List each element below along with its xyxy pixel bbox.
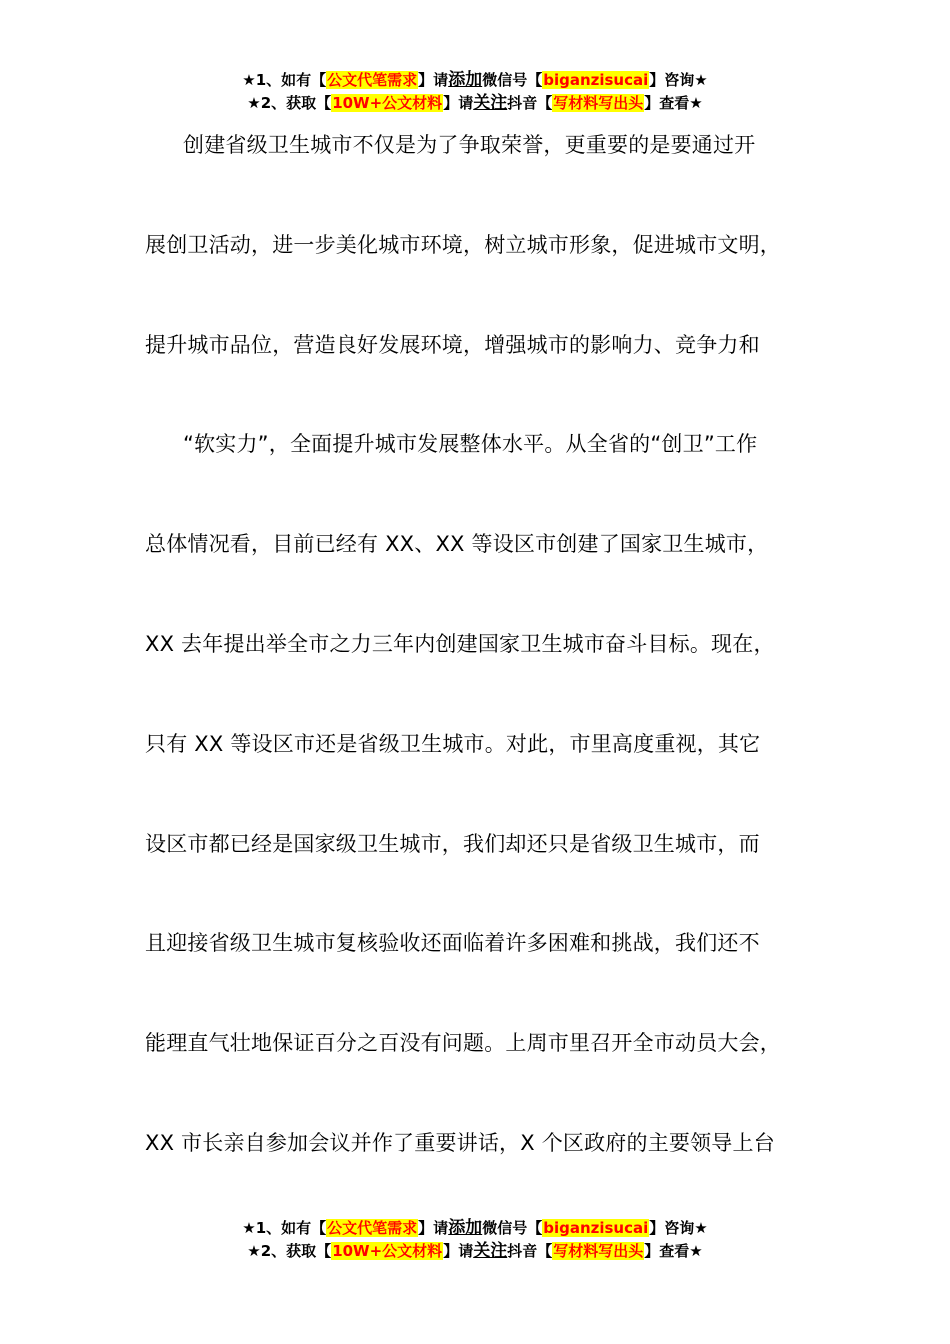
underlined-text: 添加	[448, 70, 483, 90]
footer-banner	[0, 1217, 950, 1263]
underlined-text: 关注	[473, 1241, 508, 1261]
banner-text: 】查看★	[644, 94, 703, 112]
highlight-materials: 10W+公文材料	[332, 94, 443, 112]
banner-text: ★2、获取【	[247, 94, 332, 112]
banner-text: 】请	[443, 1242, 474, 1260]
body-line: 创建省级卫生城市不仅是为了争取荣誉，更重要的是要通过开	[183, 133, 756, 157]
underlined-text: 添加	[448, 1218, 483, 1238]
banner-text: ★2、获取【	[247, 1242, 332, 1260]
body-line: 只有 XX 等设区市还是省级卫生城市。对此，市里高度重视，其它	[145, 731, 761, 756]
underlined-text: 关注	[473, 93, 508, 113]
banner-text: ★1、如有【	[242, 1219, 327, 1237]
highlight-douyin-account: 写材料写出头	[553, 94, 644, 112]
banner-text: 】咨询★	[649, 1219, 708, 1237]
highlight-materials: 10W+公文材料	[332, 1242, 443, 1260]
body-line: “软实力”，全面提升城市发展整体水平。从全省的“创卫”工作	[183, 432, 758, 457]
body-line: 展创卫活动，进一步美化城市环境，树立城市形象，促进城市文明，	[145, 232, 781, 257]
body-line: 提升城市品位，营造良好发展环境，增强城市的影响力、竞争力和	[145, 332, 760, 357]
body-line: 能理直气壮地保证百分之百没有问题。上周市里召开全市动员大会，	[145, 1031, 781, 1056]
banner-text: 】请	[418, 71, 449, 89]
body-line: 总体情况看，目前已经有 XX、XX 等设区市创建了国家卫生城市，	[145, 532, 769, 557]
body-line: XX 市长亲自参加会议并作了重要讲话，X 个区政府的主要领导上台	[145, 1130, 775, 1155]
highlight-wechat-id: biganzisucai	[543, 1219, 649, 1237]
document-body	[145, 126, 825, 1224]
banner-text: 微信号【	[482, 1219, 543, 1237]
banner-text: ★1、如有【	[242, 71, 327, 89]
banner-line-1	[0, 1217, 950, 1240]
banner-text: 微信号【	[482, 71, 543, 89]
banner-text: 】咨询★	[649, 71, 708, 89]
body-line: 且迎接省级卫生城市复核验收还面临着许多困难和挑战，我们还不	[145, 931, 760, 956]
highlight-service: 公文代笔需求	[327, 71, 418, 89]
banner-text: 抖音【	[507, 1242, 553, 1260]
banner-line-1	[0, 69, 950, 92]
banner-line-2	[0, 1240, 950, 1263]
banner-text: 】请	[443, 94, 474, 112]
highlight-wechat-id: biganzisucai	[543, 71, 649, 89]
highlight-service: 公文代笔需求	[327, 1219, 418, 1237]
banner-text: 】请	[418, 1219, 449, 1237]
banner-line-2	[0, 92, 950, 115]
banner-text: 】查看★	[644, 1242, 703, 1260]
highlight-douyin-account: 写材料写出头	[553, 1242, 644, 1260]
banner-text: 抖音【	[507, 94, 553, 112]
body-line: XX 去年提出举全市之力三年内创建国家卫生城市奋斗目标。现在，	[145, 631, 775, 656]
body-line: 设区市都已经是国家级卫生城市，我们却还只是省级卫生城市，而	[145, 831, 760, 856]
header-banner	[0, 69, 950, 115]
